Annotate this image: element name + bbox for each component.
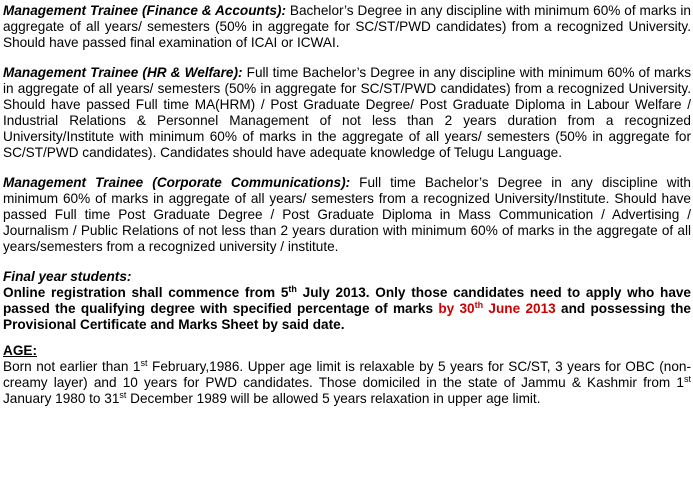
final-year-paragraph <box>3 269 691 333</box>
hr-paragraph <box>3 65 691 161</box>
age-heading: AGE: <box>3 343 37 358</box>
finance-paragraph <box>3 3 691 51</box>
final-year-sup1: th <box>288 284 297 294</box>
finance-label: Management Trainee (Finance & Accounts): <box>3 3 286 18</box>
final-year-text-part1: Online registration shall commence from 5 <box>3 285 289 300</box>
final-year-text-part2: July 2013. Only those candidates need to apply who have passed the qualifying degree with specified percentage of marks <box>3 285 691 316</box>
final-year-sup2: th <box>474 300 484 310</box>
final-year-deadline <box>438 301 555 316</box>
age-sup1: st <box>140 358 148 368</box>
final-year-text <box>3 285 691 332</box>
age-paragraph <box>3 343 691 407</box>
age-text-part4: December 1989 will be allowed 5 years relaxation in upper age limit. <box>126 391 541 406</box>
hr-label: Management Trainee (HR & Welfare): <box>3 65 243 80</box>
age-text-part2: February,1986. Upper age limit is relaxable by 5 years for SC/ST, 3 years for OBC (non-creamy layer) and 10 years for PWD candidates. Those domiciled in the state of Jammu & Kashmir from 1 <box>3 359 691 390</box>
corporate-text: Full time Bachelor’s Degree in any discipline with minimum 60% of marks in aggregate of all years/ semesters from a recognized University/Institute. Should have passed Full time Post Graduate Degree / Post Graduate Diploma in Mass Communication / Advertising / Journalism / Public Relations of not less than 2 years duration with minimum 60% of marks in the aggregate of all years/semesters from a recognized university / institute. <box>3 175 691 254</box>
age-text-part3: January 1980 to 31 <box>3 391 120 406</box>
hr-text: Full time Bachelor’s Degree in any discipline with minimum 60% of marks in aggregate of all years/ semesters (50% in aggregate for SC/ST/PWD candidates) from a recognized University. Should have passed Full time MA(HRM) / Post Graduate Degree/ Post Graduate Diploma in Labour Welfare / Industrial Relations & Personnel Management of not less than 2 years duration from a recognized University/Institute with minimum 60% of marks in the aggregate of all years/ semesters (50% in aggregate for SC/ST/PWD candidates). Candidates should have adequate knowledge of Telugu Language. <box>3 65 691 160</box>
final-year-heading: Final year students: <box>3 269 132 284</box>
corporate-label: Management Trainee (Corporate Communications): <box>3 175 351 190</box>
age-text-part1: Born not earlier than 1 <box>3 359 141 374</box>
final-year-text-part3: and possessing the Provisional Certificate and Marks Sheet by said date. <box>3 301 691 332</box>
corporate-paragraph <box>3 175 691 255</box>
final-year-deadline-part2: June 2013 <box>483 301 556 316</box>
finance-text: Bachelor’s Degree in any discipline with minimum 60% of marks in aggregate of all years/ semesters (50% in aggregate for SC/ST/PWD candidates) from a recognized University. Should have passed final examination of ICAI or ICWAI. <box>3 3 691 50</box>
age-sup3: st <box>119 390 127 400</box>
final-year-deadline-part1: by 30 <box>438 301 475 316</box>
age-sup2: st <box>683 374 691 384</box>
